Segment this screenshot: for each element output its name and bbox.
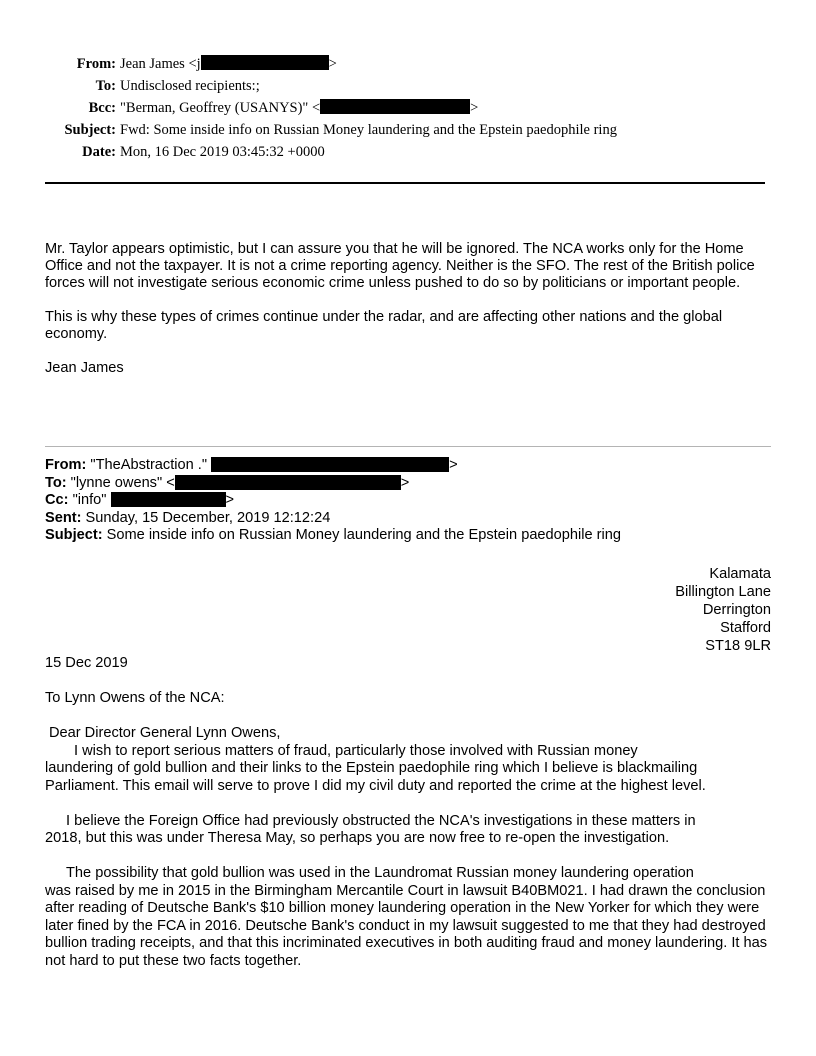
- from-label: From:: [76, 56, 116, 72]
- fwd-subject-label: Subject:: [45, 527, 103, 544]
- letter-paragraph-1-first-line: I wish to report serious matters of fraud, particularly those involved with Russian money: [74, 742, 638, 759]
- subject-value: Fwd: Some inside info on Russian Money laundering and the Epstein paedophile ring: [120, 122, 617, 138]
- header-to-row: [0, 75, 816, 97]
- letter-salutation: Dear Director General Lynn Owens,: [49, 725, 281, 741]
- date-label: Date:: [82, 144, 116, 160]
- letter-paragraph-2: 2018, but this was under Theresa May, so perhaps you are now free to re-open the investigation.: [45, 830, 670, 846]
- fwd-sent-row: [45, 510, 775, 528]
- fwd-from-value: "TheAbstraction .": [90, 457, 208, 473]
- address-line: Stafford: [720, 620, 771, 636]
- redaction-box: [111, 492, 226, 507]
- to-value: Undisclosed recipients:;: [120, 78, 260, 94]
- forwarded-header: [45, 457, 775, 545]
- bcc-value: "Berman, Geoffrey (USANYS)" < >: [120, 100, 479, 116]
- address-line: ST18 9LR: [705, 638, 771, 654]
- fwd-from-label: From:: [45, 457, 87, 473]
- fwd-subject-value: Some inside info on Russian Money laundering and the Epstein paedophile ring: [106, 527, 622, 544]
- fwd-to-label: To:: [45, 474, 67, 491]
- fwd-subject-row: [45, 527, 775, 545]
- signature: Jean James: [45, 360, 124, 376]
- address-line: Derrington: [702, 602, 771, 618]
- fwd-from-row: From: "TheAbstraction ." >: [45, 457, 458, 473]
- fwd-cc-value: "info": [72, 492, 107, 509]
- letter-paragraph-1: laundering of gold bullion and their links to the Epstein paedophile ring which I believe is blackmailing Parliament. This email will serve to prove I did my civil duty and reported the crime at the highest level.: [45, 760, 706, 794]
- letter-body: [45, 655, 775, 970]
- email-header: [0, 53, 816, 163]
- sender-address: [675, 565, 771, 655]
- header-divider: [45, 182, 765, 184]
- redaction-box: [201, 55, 329, 70]
- fwd-cc-label: Cc:: [45, 492, 69, 509]
- fwd-sent-value: Sunday, 15 December, 2019 12:12:24: [85, 509, 331, 526]
- message-body: [45, 241, 775, 394]
- forward-divider: [45, 446, 771, 447]
- letter-paragraph-3-first-line: The possibility that gold bullion was used in the Laundromat Russian money laundering operation: [66, 865, 694, 881]
- address-line: Kalamata: [709, 566, 771, 582]
- letter-paragraph-3: was raised by me in 2015 in the Birmingham Mercantile Court in lawsuit B40BM021. I had drawn the conclusion after reading of Deutsche Bank's $10 billion money laundering operation in the New Yorker for which they were later fined by the FCA in 2016. Deutsche Bank's conduct in my lawsuit suggested to me that they had destroyed bullion trading receipts, and that this incriminated executives in both auditing fraud and money laundering. It has not hard to put these two facts together.: [45, 882, 768, 969]
- date-value: Mon, 16 Dec 2019 03:45:32 +0000: [120, 144, 325, 160]
- redaction-box: [211, 457, 449, 472]
- address-line: Billington Lane: [675, 584, 771, 600]
- redaction-box: [320, 99, 470, 114]
- header-bcc-row: [0, 97, 816, 119]
- header-from-row: [0, 53, 816, 75]
- intro-paragraph-2: This is why these types of crimes continue under the radar, and are affecting other nations and the global economy.: [45, 309, 723, 342]
- letter-date: 15 Dec 2019: [45, 655, 128, 671]
- bcc-label: Bcc:: [88, 100, 116, 116]
- header-date-row: [0, 141, 816, 163]
- fwd-to-row: To: "lynne owens" < >: [45, 474, 410, 491]
- letter-recipient: To Lynn Owens of the NCA:: [45, 690, 225, 706]
- subject-label: Subject:: [64, 122, 116, 138]
- letter-paragraph-2-first-line: I believe the Foreign Office had previously obstructed the NCA's investigations in these matters in: [66, 812, 696, 829]
- to-label: To:: [95, 78, 116, 94]
- redaction-box: [175, 475, 401, 490]
- fwd-cc-row: Cc: "info" >: [45, 492, 235, 509]
- fwd-sent-label: Sent:: [45, 509, 82, 526]
- intro-paragraph-1: Mr. Taylor appears optimistic, but I can assure you that he will be ignored. The NCA works only for the Home Office and not the taxpayer. It is not a crime reporting agency. Neither is the SFO. The rest of the British police forces will not investigate serious economic crime unless pushed to do so by politicians or important people.: [45, 241, 755, 291]
- fwd-to-value: "lynne owens" <: [70, 474, 175, 491]
- header-subject-row: [0, 119, 816, 141]
- from-value: Jean James <j >: [120, 56, 337, 72]
